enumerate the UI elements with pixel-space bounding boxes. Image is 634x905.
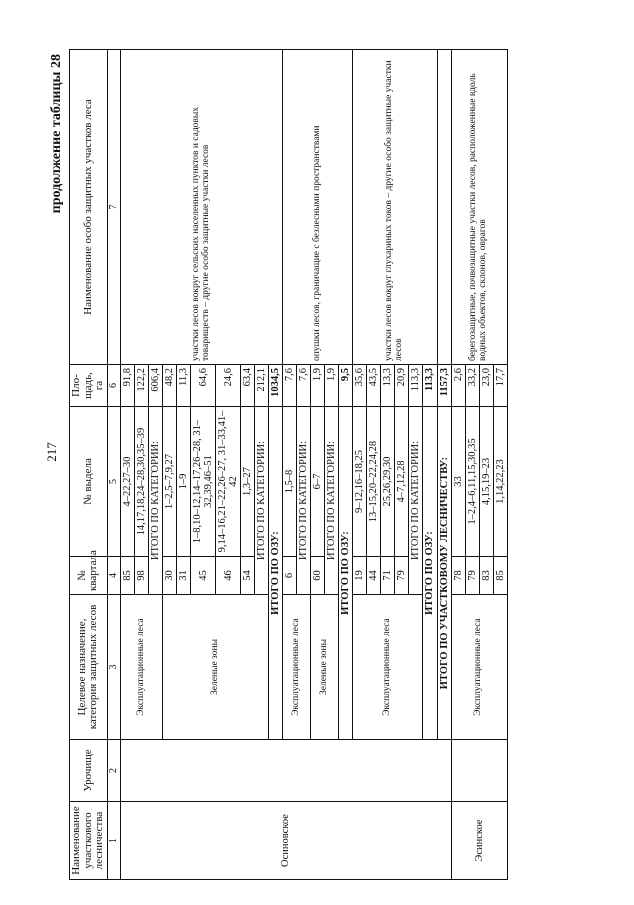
header-kvartal: № квартала (70, 557, 108, 595)
area-cell: 1,9 (325, 365, 339, 407)
area-cell: 17,7 (493, 365, 507, 407)
lesnichestvo-cell: Эсинское (451, 802, 507, 880)
kvartal-cell: 54 (241, 557, 255, 595)
vydel-cell: 14,17,18,24–28,30,35–39 (135, 407, 149, 557)
header-area: Пло-щадь, га (70, 365, 108, 407)
category-cell: Зеленые зоны (163, 595, 269, 740)
vydel-cell: 4–7,12,28 (395, 407, 409, 557)
kvartal-cell: 71 (381, 557, 395, 595)
area-cell: 2,6 (451, 365, 465, 407)
itogo-ozu: ИТОГО ПО ОЗУ: (339, 407, 353, 740)
column-number-row (107, 50, 121, 880)
area-cell: 113,3 (409, 365, 423, 407)
area-cell: 1,9 (311, 365, 325, 407)
kvartal-cell: 60 (311, 557, 325, 595)
page-number: 217 (44, 442, 59, 462)
area-cell: 1157,3 (437, 365, 451, 407)
itogo-ozu: ИТОГО ПО ОЗУ: (423, 407, 437, 740)
kvartal-cell: 98 (135, 557, 149, 595)
vydel-cell: 25,26,29,30 (381, 407, 395, 557)
col-number: 5 (107, 407, 121, 557)
itogo-ozu: ИТОГО ПО ОЗУ: (269, 407, 283, 740)
kvartal-cell: 78 (451, 557, 465, 595)
kvartal-cell: 79 (465, 557, 479, 595)
header-urochishche: Урочище (70, 740, 108, 802)
lesnichestvo-cell: Осиновское (121, 802, 451, 880)
col-number: 7 (107, 50, 121, 365)
vydel-cell: 1–8,10–12,14–17,26–28, 31–32,39,46–51 (191, 407, 216, 557)
area-cell: 64,6 (191, 365, 216, 407)
osu-name-cell: берегозащитные, почвозащитные участки лесов, расположенные вдоль водных объектов, склонов, оврагов (451, 50, 507, 365)
header-osu: Наименование особо защитных участков леса (70, 50, 108, 365)
kvartal-cell: 46 (216, 557, 241, 595)
category-cell: Эксплуатационные леса (353, 595, 423, 740)
osu-name-cell: участки лесов вокруг глухариных токов – другие особо защитные участки лесов (353, 50, 437, 365)
empty-cell (437, 50, 451, 365)
area-cell: 13,3 (381, 365, 395, 407)
area-cell: 11,3 (177, 365, 191, 407)
header-naznachenie: Целевое назначение, категория защитных лесов (70, 595, 108, 740)
kvartal-cell: 79 (395, 557, 409, 595)
vydel-cell: 1,3–27 (241, 407, 255, 557)
itogo-lesnichestvo: ИТОГО ПО УЧАСТКОВОМУ ЛЕСНИЧЕСТВУ: (437, 407, 451, 740)
col-number: 1 (107, 802, 121, 880)
col-number: 3 (107, 595, 121, 740)
osu-name-cell: опушки лесов, граничащие с безлесными пространствами (283, 50, 353, 365)
vydel-cell: 33 (451, 407, 465, 557)
osu-name-cell: участки лесов вокруг сельских населенных пунктов и садовых товариществ – другие особо защитные участки лесов (121, 50, 283, 365)
rotated-page (47, 50, 587, 880)
header-lesnichestvo: Наименование участкового лесничества (70, 802, 108, 880)
urochishche-cell (121, 740, 451, 802)
area-cell: 113,3 (423, 365, 437, 407)
kvartal-cell: 31 (177, 557, 191, 595)
itogo-kategoriya: ИТОГО ПО КАТЕГОРИИ: (255, 407, 269, 595)
itogo-kategoriya: ИТОГО ПО КАТЕГОРИИ: (325, 407, 339, 595)
kvartal-cell: 85 (121, 557, 135, 595)
vydel-cell: 1–2,4–6,11,15,30,35 (465, 407, 479, 557)
vydel-cell: 13–15,20–22,24,28 (367, 407, 381, 557)
kvartal-cell: 85 (493, 557, 507, 595)
category-cell: Эксплуатационные леса (451, 595, 507, 740)
area-cell: 35,6 (353, 365, 367, 407)
vydel-cell: 1–2,5–7,9,27 (163, 407, 177, 557)
area-cell: 23,0 (479, 365, 493, 407)
urochishche-cell (451, 740, 507, 802)
itogo-kategoriya: ИТОГО ПО КАТЕГОРИИ: (409, 407, 423, 595)
kvartal-cell: 19 (353, 557, 367, 595)
area-cell: 9,5 (339, 365, 353, 407)
area-cell: 7,6 (283, 365, 297, 407)
vydel-cell: 4–22,27–30 (121, 407, 135, 557)
vydel-cell: 9,14–16,21–22,26–27, 31–33,41–42 (216, 407, 241, 557)
area-cell: 1034,5 (269, 365, 283, 407)
area-cell: 20,9 (395, 365, 409, 407)
category-cell: Зеленые зоны (311, 595, 339, 740)
category-cell: Эксплуатационные леса (121, 595, 163, 740)
header-vydel: № выдела (70, 407, 108, 557)
kvartal-cell: 83 (479, 557, 493, 595)
area-cell: 91,8 (121, 365, 135, 407)
area-cell: 212,1 (255, 365, 269, 407)
area-cell: 63,4 (241, 365, 255, 407)
col-number: 6 (107, 365, 121, 407)
area-cell: 43,5 (367, 365, 381, 407)
col-number: 2 (107, 740, 121, 802)
kvartal-cell: 44 (367, 557, 381, 595)
table-caption: продолжение таблицы 28 (49, 54, 64, 214)
vydel-cell: 1–9 (177, 407, 191, 557)
header-row (70, 50, 108, 880)
category-cell: Эксплуатационные леса (283, 595, 311, 740)
area-cell: 7,6 (297, 365, 311, 407)
forest-table (69, 49, 508, 880)
kvartal-cell: 45 (191, 557, 216, 595)
itogo-kategoriya: ИТОГО ПО КАТЕГОРИИ: (297, 407, 311, 595)
vydel-cell: 1,5–8 (283, 407, 297, 557)
vydel-cell: 6–7 (311, 407, 325, 557)
col-number: 4 (107, 557, 121, 595)
area-cell: 48,2 (163, 365, 177, 407)
itogo-kategoriya: ИТОГО ПО КАТЕГОРИИ: (149, 407, 163, 595)
vydel-cell: 1,14,22,23 (493, 407, 507, 557)
kvartal-cell: 30 (163, 557, 177, 595)
vydel-cell: 4,15,19–23 (479, 407, 493, 557)
kvartal-cell: 6 (283, 557, 297, 595)
area-cell: 24,6 (216, 365, 241, 407)
vydel-cell: 9–12,16–18,25 (353, 407, 367, 557)
area-cell: 122,2 (135, 365, 149, 407)
area-cell: 606,4 (149, 365, 163, 407)
table-row (121, 50, 135, 880)
table-row (451, 50, 465, 880)
area-cell: 33,2 (465, 365, 479, 407)
